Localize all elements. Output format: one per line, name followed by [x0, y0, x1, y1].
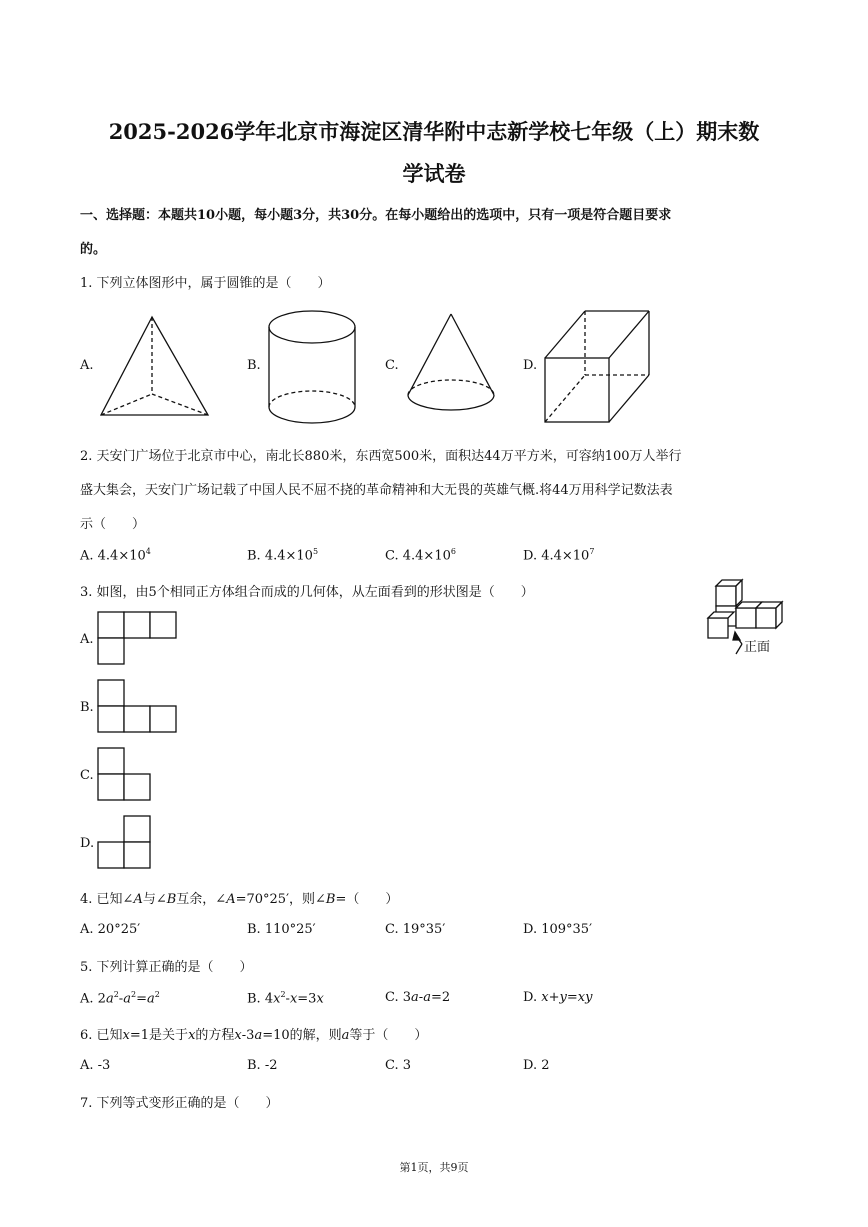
q5-option-b: B. $4x^2-x=3x$ [247, 990, 324, 1007]
cuboid-figure [540, 306, 676, 426]
front-view-label: 正面 [744, 640, 771, 655]
q5-option-a: A. $2a^2-a^2=a^2$ [80, 990, 160, 1007]
q5-option-c: C. 3a-a=2 [385, 990, 451, 1005]
cylinder-figure [264, 306, 362, 430]
page-title: 2025-2026学年北京市海淀区清华附中志新学校七年级（上）期末数 [108, 119, 760, 144]
q2-option-c: C. $4.4\times 10^6$ [385, 547, 456, 564]
q3-option-b-grid [96, 678, 178, 734]
q1-option-a-label: A. [80, 358, 94, 373]
q4-option-c: C. 19°35′ [385, 922, 446, 937]
q2-option-b: B. $4.4\times 10^5$ [247, 547, 319, 564]
q5-option-d: D. x+y=xy [523, 990, 593, 1005]
q4-option-a: A. 20°25′ [80, 922, 141, 937]
q3-option-d-label: D. [80, 836, 95, 851]
q6-option-b: B. -2 [247, 1058, 278, 1073]
q2-option-d: D. $4.4\times 10^7$ [523, 547, 595, 564]
q1-option-d-label: D. [523, 358, 538, 373]
question-7-stem: 7. 下列等式变形正确的是（ ） [80, 1096, 279, 1111]
q6-option-d: D. 2 [523, 1058, 550, 1073]
question-5-stem: 5. 下列计算正确的是（ ） [80, 960, 253, 975]
q4-option-b: B. 110°25′ [247, 922, 316, 937]
q4-option-d: D. 109°35′ [523, 922, 593, 937]
q2-option-a: A. $4.4\times 10^4$ [80, 547, 151, 564]
q3-option-a-label: A. [80, 632, 94, 647]
q6-option-a: A. -3 [80, 1058, 111, 1073]
cone-figure [402, 310, 500, 426]
section-heading-cont: 的。 [80, 242, 107, 257]
q3-option-c-grid [96, 746, 152, 802]
q1-option-c-label: C. [385, 358, 399, 373]
question-4-stem: 4. 已知∠A与∠B互余，∠A=70°25′，则∠B=（ ） [80, 892, 399, 907]
question-2-stem-line2: 盛大集会，天安门广场记载了中国人民不屈不挠的革命精神和大无畏的英雄气概.将44万用科学记数法表 [80, 483, 673, 498]
question-1-stem: 1. 下列立体图形中，属于圆锥的是（ ） [80, 276, 331, 291]
q3-option-b-label: B. [80, 700, 94, 715]
question-2-stem-line1: 2. 天安门广场位于北京市中心，南北长880米，东西宽500米，面积达44万平方米，可容纳100万人举行 [80, 449, 682, 464]
section-heading: 一、选择题：本题共10小题，每小题3分，共30分。在每小题给出的选项中，只有一项是符合题目要求 [80, 208, 672, 223]
q6-option-c: C. 3 [385, 1058, 412, 1073]
q3-option-a-grid [96, 610, 178, 666]
question-6-stem: 6. 已知x=1是关于x的方程x-3a=10的解，则a等于（ ） [80, 1028, 428, 1043]
q3-option-d-grid [96, 814, 152, 870]
pyramid-figure [96, 312, 212, 420]
page-footer: 第1页，共9页 [399, 1161, 469, 1174]
q3-option-c-label: C. [80, 768, 94, 783]
q1-option-b-label: B. [247, 358, 261, 373]
question-2-stem-line3: 示（ ） [80, 517, 146, 532]
page-title-line2: 学试卷 [402, 161, 466, 186]
question-3-stem: 3. 如图，由5个相同正方体组合而成的几何体，从左面看到的形状图是（ ） [80, 585, 534, 600]
